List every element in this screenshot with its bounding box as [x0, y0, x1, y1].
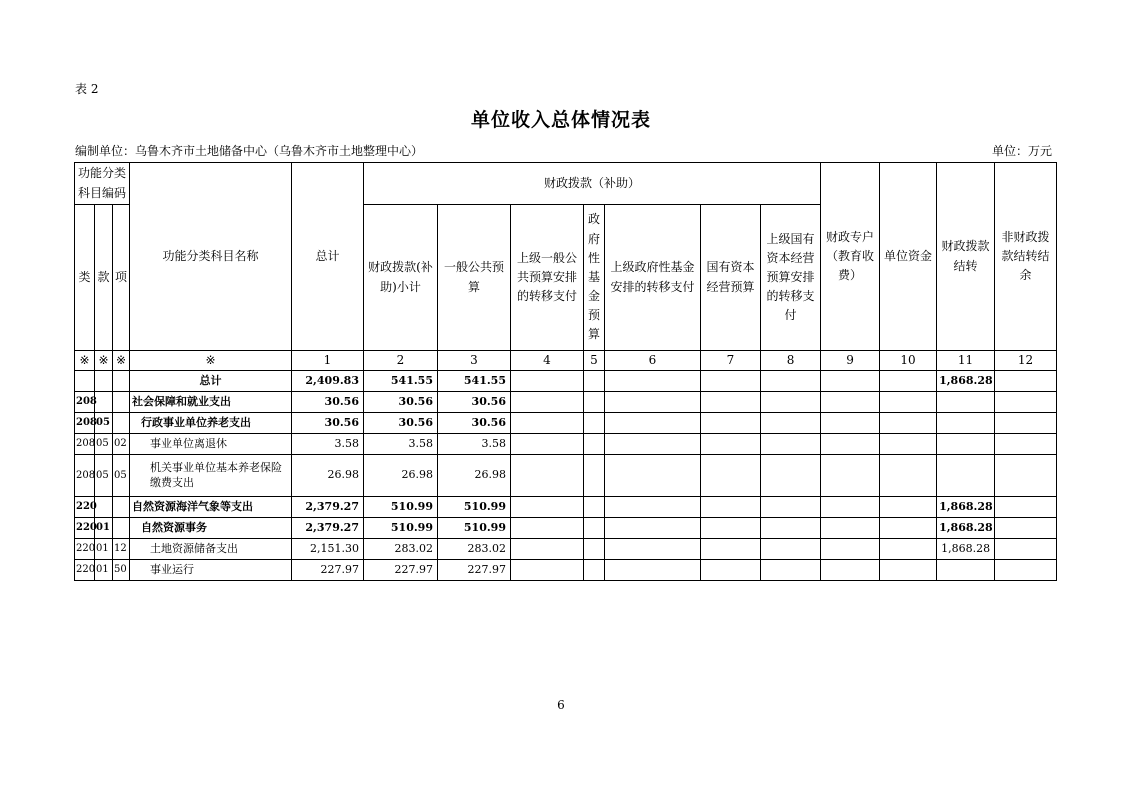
value-cell [880, 371, 937, 392]
value-cell [995, 518, 1057, 539]
index-cell: 11 [937, 351, 995, 371]
code-cell [113, 413, 130, 434]
value-cell [821, 518, 880, 539]
value-cell: 283.02 [364, 539, 438, 560]
index-cell: 9 [821, 351, 880, 371]
value-cell: 2,151.30 [292, 539, 364, 560]
value-cell: 30.56 [438, 413, 511, 434]
value-cell: 3.58 [438, 434, 511, 455]
value-cell: 510.99 [438, 518, 511, 539]
c3-header: 一般公共预算 [438, 205, 511, 351]
lei-header: 类 [75, 205, 95, 351]
value-cell [584, 392, 605, 413]
name-header: 功能分类科目名称 [130, 163, 292, 351]
value-cell: 227.97 [438, 560, 511, 581]
value-cell: 227.97 [364, 560, 438, 581]
func-code-header: 功能分类科目编码 [75, 163, 130, 205]
page-number: 6 [557, 698, 565, 712]
value-cell [937, 434, 995, 455]
c10-header: 单位资金 [880, 163, 937, 351]
table-row [75, 497, 1057, 518]
row-name-cell: 事业单位离退休 [130, 434, 292, 455]
value-cell [880, 539, 937, 560]
code-cell: 220 [75, 497, 95, 518]
index-cell: 12 [995, 351, 1057, 371]
value-cell: 2,379.27 [292, 497, 364, 518]
value-cell [605, 371, 701, 392]
index-cell: 8 [761, 351, 821, 371]
value-cell [995, 434, 1057, 455]
value-cell: 30.56 [292, 392, 364, 413]
value-cell [761, 413, 821, 434]
row-name-cell: 事业运行 [130, 560, 292, 581]
row-name-cell: 自然资源事务 [130, 518, 292, 539]
c8-header: 上级国有资本经营预算安排的转移支付 [761, 205, 821, 351]
code-cell: 208 [75, 413, 95, 434]
code-cell [95, 371, 113, 392]
fiscal-group-header: 财政拨款（补助） [364, 163, 821, 205]
value-cell: 1,868.28 [937, 497, 995, 518]
value-cell [821, 539, 880, 560]
value-cell [995, 539, 1057, 560]
value-cell [880, 392, 937, 413]
code-cell: 208 [75, 392, 95, 413]
value-cell: 26.98 [292, 455, 364, 497]
value-cell: 30.56 [292, 413, 364, 434]
value-cell [605, 434, 701, 455]
index-cell: 4 [511, 351, 584, 371]
value-cell [937, 560, 995, 581]
value-cell [761, 392, 821, 413]
table-row [75, 392, 1057, 413]
value-cell [511, 455, 584, 497]
value-cell [701, 371, 761, 392]
value-cell [821, 392, 880, 413]
value-cell [584, 539, 605, 560]
value-cell [605, 560, 701, 581]
value-cell: 510.99 [364, 518, 438, 539]
value-cell [995, 497, 1057, 518]
value-cell: 26.98 [364, 455, 438, 497]
index-cell: 1 [292, 351, 364, 371]
code-cell: 220 [75, 560, 95, 581]
value-cell: 1,868.28 [937, 539, 995, 560]
index-cell: 2 [364, 351, 438, 371]
value-cell [605, 518, 701, 539]
index-row [75, 351, 1057, 371]
c12-header: 非财政拨款结转结余 [995, 163, 1057, 351]
value-cell [937, 455, 995, 497]
code-cell [113, 497, 130, 518]
value-cell [701, 455, 761, 497]
value-cell [701, 539, 761, 560]
index-cell: ※ [113, 351, 130, 371]
row-name-cell: 总计 [130, 371, 292, 392]
income-table [74, 162, 1057, 581]
value-cell: 30.56 [438, 392, 511, 413]
index-cell: 10 [880, 351, 937, 371]
org-label: 编制单位：乌鲁木齐市土地储备中心（乌鲁木齐市土地整理中心） [75, 144, 424, 158]
value-cell [995, 560, 1057, 581]
c11-header: 财政拨款结转 [937, 163, 995, 351]
code-cell: 50 [113, 560, 130, 581]
value-cell [701, 560, 761, 581]
value-cell [701, 518, 761, 539]
table-row [75, 455, 1057, 497]
value-cell [880, 413, 937, 434]
value-cell [701, 413, 761, 434]
code-cell: 12 [113, 539, 130, 560]
value-cell: 1,868.28 [937, 518, 995, 539]
value-cell [937, 392, 995, 413]
code-cell [75, 371, 95, 392]
code-cell [113, 392, 130, 413]
value-cell [995, 413, 1057, 434]
value-cell [584, 518, 605, 539]
code-cell: 01 [95, 518, 113, 539]
code-cell: 220 [75, 518, 95, 539]
code-cell: 05 [95, 455, 113, 497]
code-cell: 02 [113, 434, 130, 455]
index-cell: 7 [701, 351, 761, 371]
index-cell: 5 [584, 351, 605, 371]
code-cell: 208 [75, 434, 95, 455]
value-cell: 541.55 [364, 371, 438, 392]
value-cell [995, 455, 1057, 497]
xiang-header: 项 [113, 205, 130, 351]
value-cell [584, 413, 605, 434]
table-row [75, 371, 1057, 392]
value-cell [821, 371, 880, 392]
kuan-header: 款 [95, 205, 113, 351]
value-cell: 30.56 [364, 392, 438, 413]
table-row [75, 518, 1057, 539]
value-cell [511, 539, 584, 560]
value-cell: 510.99 [438, 497, 511, 518]
value-cell [761, 434, 821, 455]
index-cell: 3 [438, 351, 511, 371]
code-cell [113, 371, 130, 392]
value-cell: 30.56 [364, 413, 438, 434]
table-number: 表 2 [75, 82, 99, 96]
code-cell [113, 518, 130, 539]
value-cell [821, 434, 880, 455]
c6-header: 上级政府性基金安排的转移支付 [605, 205, 701, 351]
value-cell [584, 371, 605, 392]
row-name-cell: 行政事业单位养老支出 [130, 413, 292, 434]
value-cell: 510.99 [364, 497, 438, 518]
row-name-cell: 土地资源储备支出 [130, 539, 292, 560]
value-cell: 2,409.83 [292, 371, 364, 392]
value-cell: 227.97 [292, 560, 364, 581]
table-row [75, 413, 1057, 434]
value-cell [995, 371, 1057, 392]
value-cell [511, 434, 584, 455]
index-cell: ※ [75, 351, 95, 371]
value-cell [880, 497, 937, 518]
value-cell [584, 455, 605, 497]
value-cell [605, 392, 701, 413]
value-cell [937, 413, 995, 434]
c2-header: 财政拨款(补助)小计 [364, 205, 438, 351]
value-cell [761, 560, 821, 581]
value-cell [511, 560, 584, 581]
value-cell [880, 518, 937, 539]
value-cell [761, 497, 821, 518]
unit-label: 单位：万元 [992, 144, 1053, 158]
code-cell: 05 [95, 413, 113, 434]
value-cell [584, 497, 605, 518]
value-cell [511, 392, 584, 413]
value-cell [821, 413, 880, 434]
value-cell [880, 560, 937, 581]
value-cell [821, 560, 880, 581]
page-title: 单位收入总体情况表 [470, 109, 651, 131]
total-header: 总计 [292, 163, 364, 351]
c4-header: 上级一般公共预算安排的转移支付 [511, 205, 584, 351]
c5-header: 政府性基金预算 [584, 205, 605, 351]
value-cell: 283.02 [438, 539, 511, 560]
code-cell: 05 [95, 434, 113, 455]
code-cell: 208 [75, 455, 95, 497]
code-cell: 220 [75, 539, 95, 560]
table-row [75, 434, 1057, 455]
value-cell: 541.55 [438, 371, 511, 392]
code-cell [95, 392, 113, 413]
table-row [75, 560, 1057, 581]
value-cell [605, 413, 701, 434]
value-cell [821, 497, 880, 518]
value-cell [821, 455, 880, 497]
index-cell: ※ [130, 351, 292, 371]
value-cell [584, 560, 605, 581]
c7-header: 国有资本经营预算 [701, 205, 761, 351]
value-cell [701, 434, 761, 455]
value-cell: 26.98 [438, 455, 511, 497]
value-cell [605, 455, 701, 497]
c9-header: 财政专户（教育收费） [821, 163, 880, 351]
row-name-cell: 机关事业单位基本养老保险缴费支出 [130, 455, 292, 497]
value-cell [761, 539, 821, 560]
value-cell [880, 434, 937, 455]
value-cell [995, 392, 1057, 413]
value-cell [584, 434, 605, 455]
code-cell [95, 497, 113, 518]
value-cell [511, 371, 584, 392]
index-cell: 6 [605, 351, 701, 371]
value-cell [880, 455, 937, 497]
value-cell [701, 497, 761, 518]
value-cell [701, 392, 761, 413]
code-cell: 01 [95, 539, 113, 560]
value-cell: 1,868.28 [937, 371, 995, 392]
value-cell [761, 518, 821, 539]
value-cell: 2,379.27 [292, 518, 364, 539]
index-cell: ※ [95, 351, 113, 371]
table-row [75, 539, 1057, 560]
value-cell [761, 371, 821, 392]
value-cell: 3.58 [292, 434, 364, 455]
code-cell: 05 [113, 455, 130, 497]
row-name-cell: 自然资源海洋气象等支出 [130, 497, 292, 518]
value-cell [761, 455, 821, 497]
value-cell [605, 539, 701, 560]
value-cell [511, 497, 584, 518]
value-cell [605, 497, 701, 518]
value-cell: 3.58 [364, 434, 438, 455]
code-cell: 01 [95, 560, 113, 581]
row-name-cell: 社会保障和就业支出 [130, 392, 292, 413]
value-cell [511, 518, 584, 539]
value-cell [511, 413, 584, 434]
